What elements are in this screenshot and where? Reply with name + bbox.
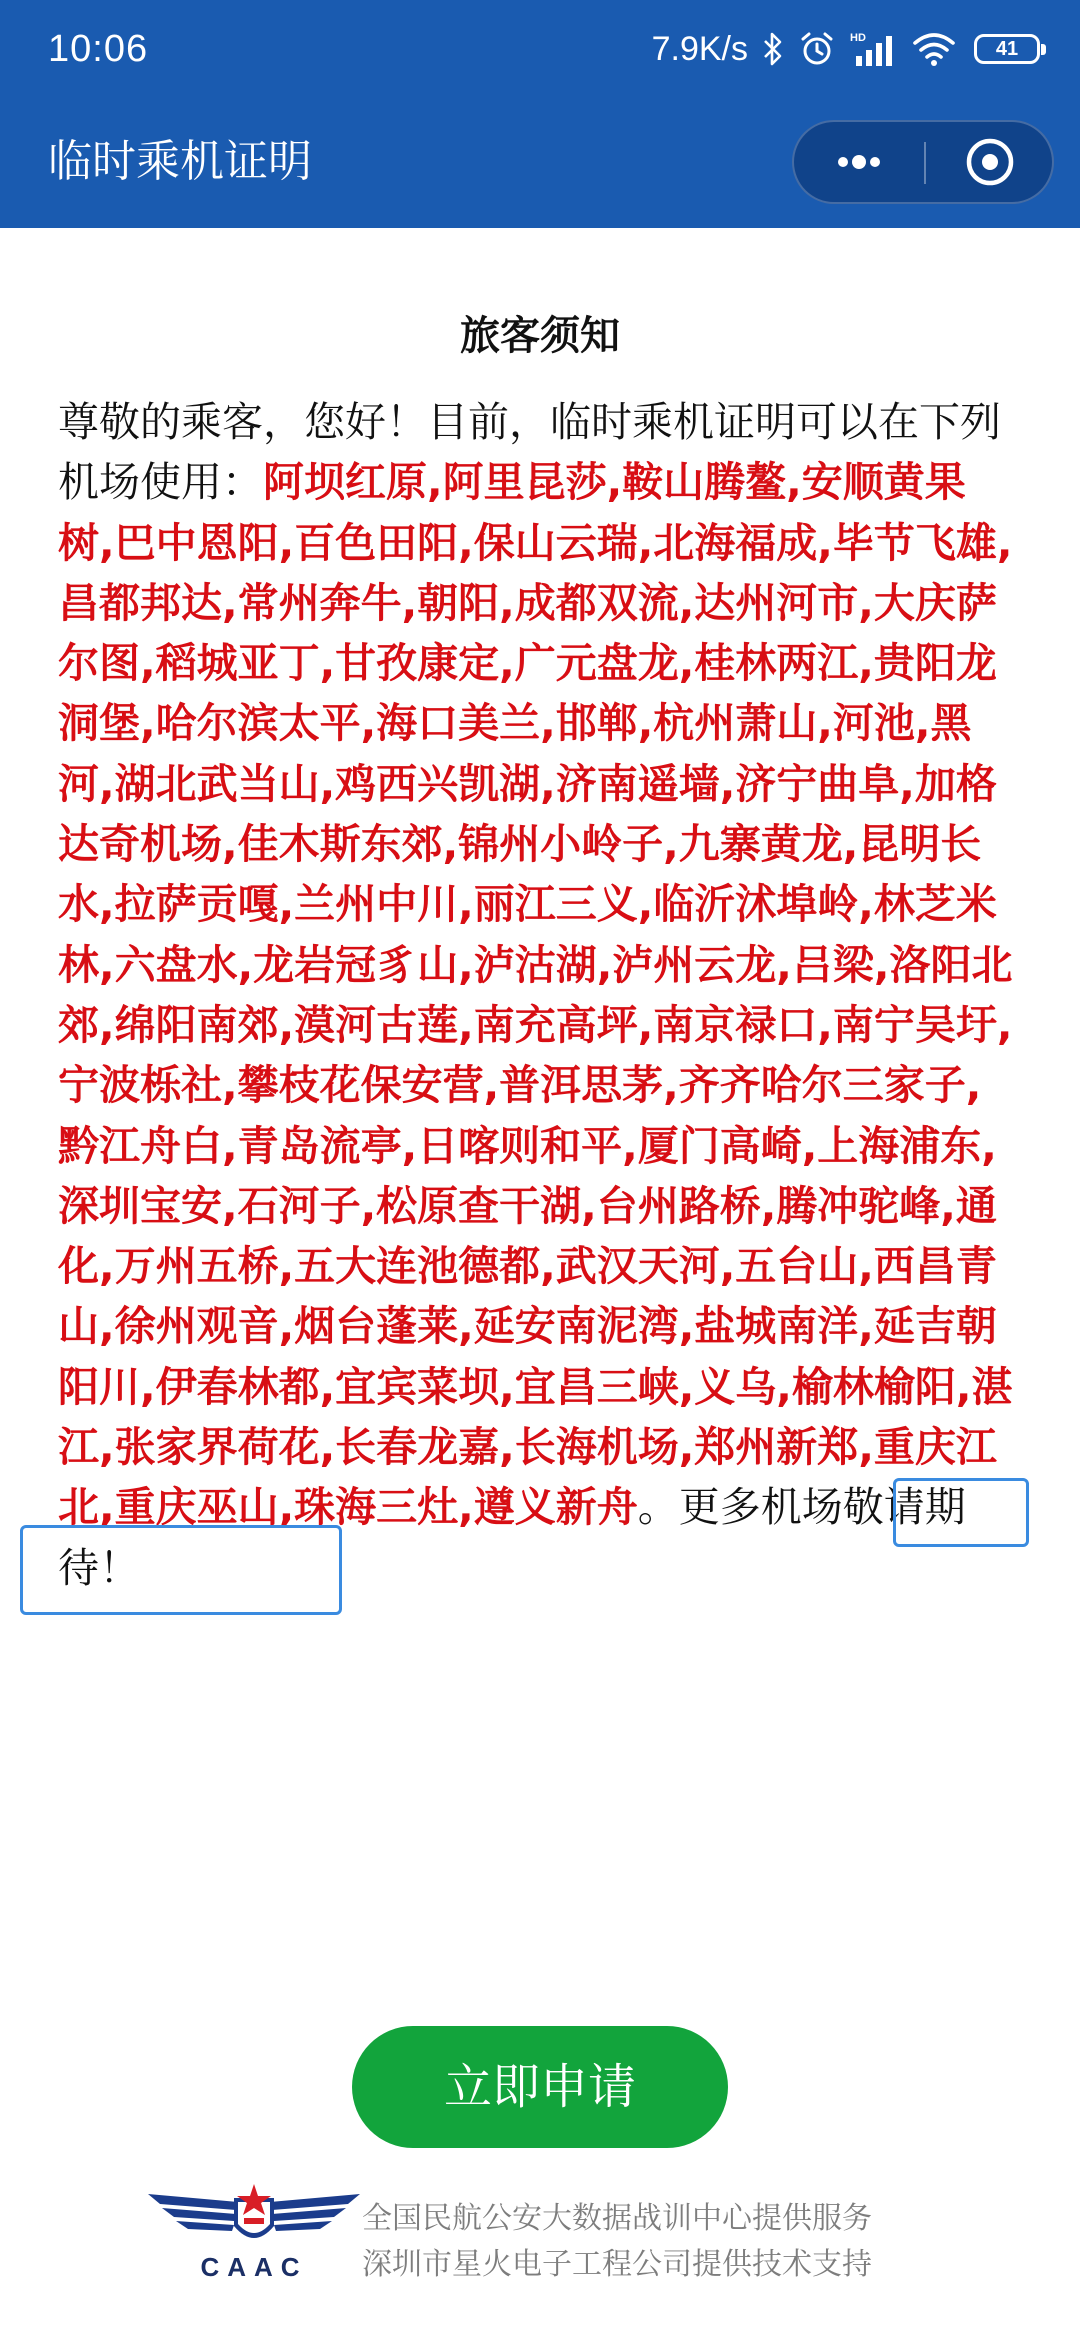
title-bar	[0, 100, 1080, 228]
target-close-icon	[964, 136, 1016, 188]
close-miniprogram-button[interactable]	[926, 122, 1054, 202]
network-speed: 7.9K/s	[651, 29, 748, 68]
notice-title: 旅客须知	[460, 313, 620, 359]
more-dots-icon	[829, 152, 889, 172]
hd-signal-icon	[850, 30, 898, 68]
footer-service-line: 全国民航公安大数据战训中心提供服务	[362, 2201, 872, 2236]
notice-intro: 尊敬的乘客，您好！目前，临时乘机证明可以在下列机场使用：	[58, 398, 1001, 507]
notice-body	[58, 392, 1022, 1598]
caac-logo-text: CAAC	[200, 2252, 308, 2282]
battery-level: 41	[995, 38, 1019, 60]
bluetooth-icon	[762, 31, 784, 67]
notice-outro: 。更多机场敬请期待！	[58, 1483, 966, 1592]
caac-logo	[148, 2180, 360, 2284]
miniprogram-capsule	[792, 120, 1054, 204]
alarm-icon	[798, 30, 836, 68]
wifi-icon	[912, 31, 956, 67]
page-title: 临时乘机证明	[48, 136, 312, 187]
status-bar	[0, 0, 1080, 100]
more-button[interactable]	[794, 122, 924, 202]
airport-list-end: ,珠海三灶,遵义新舟	[278, 1483, 638, 1532]
airport-list-highlighted: ,重庆江北,重庆巫山	[58, 1423, 997, 1532]
app-header	[0, 0, 1080, 228]
status-indicators	[652, 24, 1040, 74]
apply-now-button[interactable]: 立即申请	[352, 2026, 728, 2148]
footer-support-line: 深圳市星火电子工程公司提供技术支持	[362, 2247, 872, 2282]
status-time: 10:06	[48, 28, 149, 70]
battery-icon	[974, 34, 1040, 64]
highlight-box	[20, 1525, 342, 1615]
airport-list: 阿坝红原,阿里昆莎,鞍山腾鳌,安顺黄果树,巴中恩阳,百色田阳,保山云瑞,北海福成,毕节飞雄,昌都邦达,常州奔牛,朝阳,成都双流,达州河市,大庆萨尔图,稻城亚丁,甘孜康定,广元盘龙,桂林两江,贵阳龙洞堡,哈尔滨太平,海口美兰,邯郸,杭州萧山,河池,黑河,湖北武当山,鸡西兴凯湖,济南遥墙,济宁曲阜,加格达奇机场,佳木斯东郊,锦州小岭子,九寨黄龙,昆明长水,拉萨贡嘎,兰州中川,丽江三义,临沂沭埠岭,林芝米林,六盘水,龙岩冠豸山,泸沽湖,泸州云龙,吕梁,洛阳北郊,绵阳南郊,漠河古莲,南充高坪,南京禄口,南宁吴圩,宁波栎社,攀枝花保安营,普洱思茅,齐齐哈尔三家子,黔江舟白,青岛流亭,日喀则和平,厦门高崎,上海浦东,深圳宝安,石河子,松原查干湖,台州路桥,腾冲驼峰,通化,万州五桥,五大连池德都,武汉天河,五台山,西昌青山,徐州观音,烟台蓬莱,延安南泥湾,盐城南洋,延吉朝阳川,伊春林都,宜宾菜坝,宜昌三峡,义乌,榆林榆阳,湛江,张家界荷花,长春龙嘉,长海机场,郑州新郑	[58, 458, 1013, 1472]
highlight-box	[893, 1478, 1029, 1547]
footer-credits	[362, 2196, 1062, 2288]
svg-text:HD: HD	[850, 32, 866, 44]
